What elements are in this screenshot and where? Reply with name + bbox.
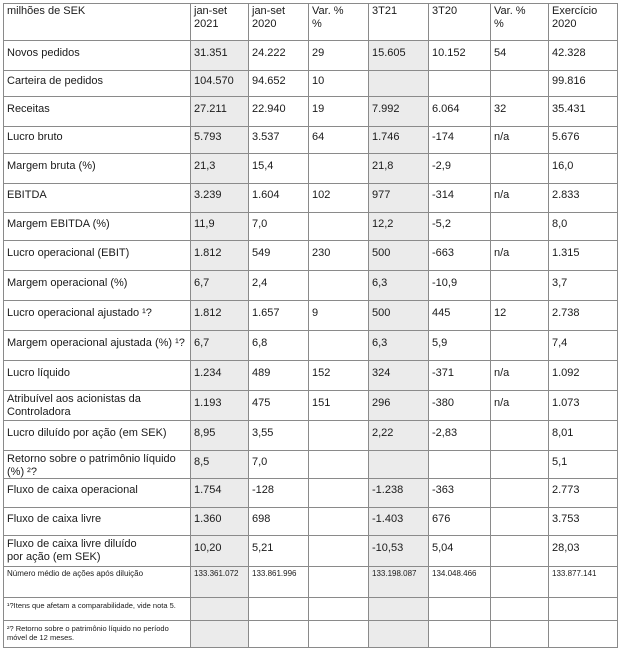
row-label: Margem operacional (%) [7, 277, 128, 289]
row-label: Lucro bruto [7, 131, 63, 143]
table-cell: 2,4 [252, 277, 268, 289]
table-cell: 29 [312, 47, 325, 59]
grid-vertical-line [490, 3, 491, 648]
table-cell: 1.812 [194, 307, 222, 319]
table-cell: 12 [494, 307, 507, 319]
table-cell: 8,0 [552, 218, 568, 230]
table-cell: 9 [312, 307, 319, 319]
table-cell: 3.753 [552, 513, 580, 525]
table-cell: 6,7 [194, 277, 210, 289]
table-cell: 1.754 [194, 484, 222, 496]
table-cell: 64 [312, 131, 325, 143]
grid-horizontal-line [3, 390, 618, 391]
table-cell: 445 [432, 307, 451, 319]
table-cell: 24.222 [252, 47, 286, 59]
row-label: Retorno sobre o patrimônio líquido (%) ²? [7, 453, 176, 478]
table-cell: 32 [494, 103, 507, 115]
column-header: Exercício 2020 [552, 5, 598, 30]
table-cell: 500 [372, 307, 391, 319]
table-cell: 151 [312, 397, 331, 409]
column-header: 3T21 [372, 5, 398, 17]
table-cell: -363 [432, 484, 455, 496]
grid-horizontal-line [3, 597, 618, 598]
table-cell: 549 [252, 247, 271, 259]
table-cell: 7,4 [552, 337, 568, 349]
table-cell: 3,55 [252, 427, 274, 439]
table-cell: 35.431 [552, 103, 586, 115]
row-label: EBITDA [7, 189, 47, 201]
table-cell: 10.152 [432, 47, 466, 59]
table-cell: 152 [312, 367, 331, 379]
row-label: Fluxo de caixa livre [7, 513, 102, 525]
table-cell: 12,2 [372, 218, 394, 230]
row-label: Fluxo de caixa livre diluído por ação (em SEK) [7, 538, 137, 563]
column-header: Var. % % [494, 5, 526, 30]
table-cell: 19 [312, 103, 325, 115]
grid-vertical-line [248, 3, 249, 648]
grid-horizontal-line [3, 270, 618, 271]
table-cell: 133.877.141 [552, 569, 597, 578]
table-cell: 1.657 [252, 307, 280, 319]
grid-vertical-line [548, 3, 549, 648]
table-cell: 324 [372, 367, 391, 379]
row-label: Lucro diluído por ação (em SEK) [7, 427, 167, 439]
table-cell: 54 [494, 47, 507, 59]
table-cell: 11,9 [194, 218, 215, 230]
table-cell: 134.048.466 [432, 569, 477, 578]
table-cell: -371 [432, 367, 455, 379]
grid-horizontal-line [3, 3, 618, 4]
row-label: Margem EBITDA (%) [7, 218, 110, 230]
table-cell: n/a [494, 367, 510, 379]
grid-horizontal-line [3, 647, 618, 648]
grid-vertical-line [308, 3, 309, 648]
table-cell: 21,3 [194, 160, 216, 172]
row-label: Carteira de pedidos [7, 75, 104, 87]
table-cell: 2,22 [372, 427, 394, 439]
table-cell: 5,1 [552, 456, 568, 468]
header-label: milhões de SEK [7, 5, 86, 17]
row-label: Número médio de ações após diluição [7, 569, 144, 578]
row-label: Lucro operacional ajustado ¹? [7, 307, 152, 319]
column-header: Var. % % [312, 5, 344, 30]
table-cell: 7.992 [372, 103, 400, 115]
table-cell: 8,5 [194, 456, 210, 468]
grid-horizontal-line [3, 153, 618, 154]
table-cell: -2,9 [432, 160, 451, 172]
table-cell: 7,0 [252, 456, 268, 468]
table-cell: 94.652 [252, 75, 286, 87]
footnote: ²? Retorno sobre o patrimônio líquido no período móvel de 12 meses. [7, 624, 169, 642]
table-cell: 230 [312, 247, 331, 259]
grid-horizontal-line [3, 566, 618, 567]
row-label: Margem bruta (%) [7, 160, 96, 172]
grid-horizontal-line [3, 212, 618, 213]
column-header: 3T20 [432, 5, 458, 17]
table-cell: 7,0 [252, 218, 268, 230]
table-cell: 676 [432, 513, 451, 525]
grid-vertical-line [617, 3, 618, 648]
row-label: Receitas [7, 103, 50, 115]
table-cell: -174 [432, 131, 455, 143]
table-cell: 10 [312, 75, 325, 87]
grid-horizontal-line [3, 126, 618, 127]
table-cell: 1.315 [552, 247, 580, 259]
grid-horizontal-line [3, 40, 618, 41]
table-cell: 1.812 [194, 247, 222, 259]
table-cell: 6,8 [252, 337, 268, 349]
row-label: Novos pedidos [7, 47, 80, 59]
table-cell: 296 [372, 397, 391, 409]
grid-horizontal-line [3, 535, 618, 536]
grid-vertical-line [428, 3, 429, 648]
table-cell: 5,9 [432, 337, 448, 349]
table-cell: 3,7 [552, 277, 568, 289]
grid-vertical-line [3, 3, 4, 648]
table-cell: 31.351 [194, 47, 228, 59]
table-cell: 21,8 [372, 160, 394, 172]
grid-horizontal-line [3, 620, 618, 621]
table-cell: -663 [432, 247, 455, 259]
table-cell: 3.239 [194, 189, 222, 201]
table-cell: 10,20 [194, 542, 222, 554]
grid-horizontal-line [3, 183, 618, 184]
table-cell: 1.193 [194, 397, 222, 409]
table-cell: 489 [252, 367, 271, 379]
footnote: ¹?Itens que afetam a comparabilidade, vide nota 5. [7, 601, 176, 610]
table-cell: -5,2 [432, 218, 451, 230]
row-label: Lucro operacional (EBIT) [7, 247, 130, 259]
grid-horizontal-line [3, 70, 618, 71]
table-cell: n/a [494, 247, 510, 259]
table-cell: 102 [312, 189, 331, 201]
table-cell: 5.793 [194, 131, 222, 143]
table-cell: 5,21 [252, 542, 274, 554]
table-cell: -128 [252, 484, 275, 496]
table-cell: 6,7 [194, 337, 210, 349]
table-cell: 42.328 [552, 47, 586, 59]
table-cell: 2.773 [552, 484, 580, 496]
table-cell: 28,03 [552, 542, 580, 554]
table-cell: 2.833 [552, 189, 580, 201]
table-cell: -380 [432, 397, 455, 409]
grid-horizontal-line [3, 96, 618, 97]
grid-horizontal-line [3, 330, 618, 331]
table-cell: 133.198.087 [372, 569, 417, 578]
table-cell: 133.361.072 [194, 569, 239, 578]
table-cell: 1.604 [252, 189, 280, 201]
column-header: jan-set 2021 [194, 5, 228, 30]
table-cell: 15.605 [372, 47, 406, 59]
table-cell: 1.234 [194, 367, 222, 379]
table-cell: -2,83 [432, 427, 458, 439]
table-cell: 104.570 [194, 75, 234, 87]
grid-horizontal-line [3, 450, 618, 451]
grid-horizontal-line [3, 240, 618, 241]
grid-vertical-line [190, 3, 191, 648]
table-cell: 977 [372, 189, 391, 201]
table-cell: 16,0 [552, 160, 574, 172]
grid-horizontal-line [3, 300, 618, 301]
grid-vertical-line [368, 3, 369, 648]
grid-horizontal-line [3, 360, 618, 361]
table-cell: 133.861.996 [252, 569, 297, 578]
table-cell: -314 [432, 189, 455, 201]
table-cell: 5.676 [552, 131, 580, 143]
table-cell: 2.738 [552, 307, 580, 319]
table-cell: 1.746 [372, 131, 400, 143]
grid-horizontal-line [3, 420, 618, 421]
table-cell: 1.092 [552, 367, 580, 379]
row-label: Atribuível aos acionistas da Controladora [7, 393, 141, 418]
table-cell: -1.238 [372, 484, 404, 496]
grid-horizontal-line [3, 507, 618, 508]
table-cell: n/a [494, 189, 510, 201]
table-cell: 22.940 [252, 103, 286, 115]
row-label: Lucro líquido [7, 367, 70, 379]
table-cell: n/a [494, 131, 510, 143]
table-cell: 1.360 [194, 513, 222, 525]
table-cell: -10,9 [432, 277, 458, 289]
table-cell: 6,3 [372, 337, 388, 349]
table-cell: 6.064 [432, 103, 460, 115]
table-cell: 99.816 [552, 75, 586, 87]
table-cell: n/a [494, 397, 510, 409]
table-cell: -10,53 [372, 542, 404, 554]
column-header: jan-set 2020 [252, 5, 286, 30]
table-cell: 3.537 [252, 131, 280, 143]
table-cell: 8,01 [552, 427, 574, 439]
row-label: Margem operacional ajustada (%) ¹? [7, 337, 185, 349]
table-cell: 15,4 [252, 160, 274, 172]
table-cell: 6,3 [372, 277, 388, 289]
table-cell: 475 [252, 397, 271, 409]
table-cell: -1.403 [372, 513, 404, 525]
table-cell: 500 [372, 247, 391, 259]
table-cell: 698 [252, 513, 271, 525]
table-cell: 8,95 [194, 427, 216, 439]
row-label: Fluxo de caixa operacional [7, 484, 138, 496]
table-cell: 1.073 [552, 397, 580, 409]
table-cell: 5,04 [432, 542, 454, 554]
table-cell: 27.211 [194, 103, 227, 115]
